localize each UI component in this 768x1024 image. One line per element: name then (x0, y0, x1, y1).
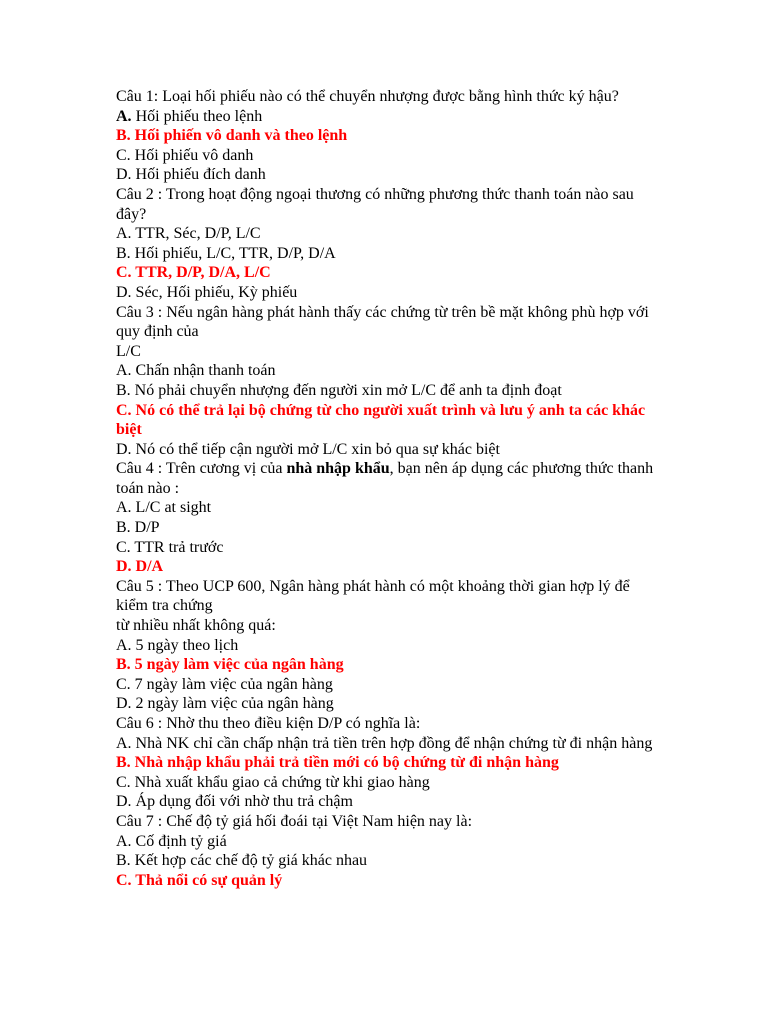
prompt-emphasis: nhà nhập khẩu (286, 460, 390, 478)
question-2-option-b: B. Hối phiếu, L/C, TTR, D/P, D/A (116, 244, 336, 262)
question-1-option-b-correct: B. Hối phiến vô danh và theo lệnh (116, 127, 348, 145)
question-1-option-c: C. Hối phiếu vô danh (116, 146, 254, 164)
option-text: Hối phiếu theo lệnh (131, 107, 263, 125)
question-4-option-b: B. D/P (116, 519, 160, 537)
question-1-option-a (116, 107, 656, 127)
question-5-option-c: C. 7 ngày làm việc của ngân hàng (116, 675, 333, 693)
question-5-prompt-continued: từ nhiều nhất không quá: (116, 617, 276, 635)
question-4-option-d-correct: D. D/A (116, 558, 164, 576)
question-3-option-a: A. Chấn nhận thanh toán (116, 362, 276, 380)
document-page (116, 87, 656, 890)
question-2-option-d: D. Séc, Hối phiếu, Kỳ phiếu (116, 283, 298, 301)
question-6-prompt: Câu 6 : Nhờ thu theo điều kiện D/P có nghĩa là: (116, 715, 421, 732)
question-4-option-a: A. L/C at sight (116, 499, 212, 517)
question-1-prompt: Câu 1: Loại hối phiếu nào có thể chuyển nhượng được bằng hình thức ký hậu? (116, 88, 619, 105)
question-6-option-b-correct: B. Nhà nhập khẩu phải trả tiền mới có bộ chứng từ đi nhận hàng (116, 754, 559, 772)
question-3-option-b: B. Nó phải chuyển nhượng đến người xin mở L/C để anh ta định đoạt (116, 381, 562, 399)
option-letter: A. (116, 107, 132, 125)
question-7-option-a: A. Cố định tỷ giá (116, 832, 227, 850)
question-2-option-c-correct: C. TTR, D/P, D/A, L/C (116, 264, 271, 282)
question-1-option-d: D. Hối phiếu đích danh (116, 166, 266, 184)
question-7-option-c-correct: C. Thả nổi có sự quản lý (116, 871, 283, 889)
question-5-option-a: A. 5 ngày theo lịch (116, 636, 239, 654)
prompt-text: Câu 4 : Trên cương vị của (116, 460, 287, 478)
question-3-option-c-correct: C. Nó có thể trả lại bộ chứng từ cho người xuất trình và lưu ý anh ta các khác biệt (116, 401, 646, 439)
question-5-option-b-correct: B. 5 ngày làm việc của ngân hàng (116, 656, 344, 674)
question-6-option-d: D. Áp dụng đối với nhờ thu trả chậm (116, 793, 353, 811)
question-5-prompt: Câu 5 : Theo UCP 600, Ngân hàng phát hành có một khoảng thời gian hợp lý để kiểm tra chứng (116, 577, 630, 615)
question-7-option-b: B. Kết hợp các chế độ tỷ giá khác nhau (116, 852, 368, 870)
question-4-prompt (116, 459, 656, 498)
question-2-option-a: A. TTR, Séc, D/P, L/C (116, 225, 261, 243)
question-2-prompt: Câu 2 : Trong hoạt động ngoại thương có những phương thức thanh toán nào sau đây? (116, 185, 634, 223)
prompt-text: , bạn nên áp dụng các phương thức thanh toán nào : (116, 460, 654, 497)
question-7-prompt: Câu 7 : Chế độ tỷ giá hối đoái tại Việt Nam hiện nay là: (116, 812, 473, 830)
question-3-prompt: Câu 3 : Nếu ngân hàng phát hành thấy các chứng từ trên bề mặt không phù hợp với quy định của (116, 303, 649, 341)
question-4-option-c: C. TTR trả trước (116, 538, 224, 556)
question-5-option-d: D. 2 ngày làm việc của ngân hàng (116, 695, 334, 713)
question-6-option-a: A. Nhà NK chỉ cần chấp nhận trả tiền trên hợp đồng để nhận chứng từ đi nhận hàng (116, 734, 653, 752)
question-3-option-d: D. Nó có thể tiếp cận người mở L/C xin bỏ qua sự khác biệt (116, 440, 500, 458)
question-6-option-c: C. Nhà xuất khẩu giao cả chứng từ khi giao hàng (116, 773, 430, 791)
question-3-prompt-continued: L/C (116, 342, 141, 360)
